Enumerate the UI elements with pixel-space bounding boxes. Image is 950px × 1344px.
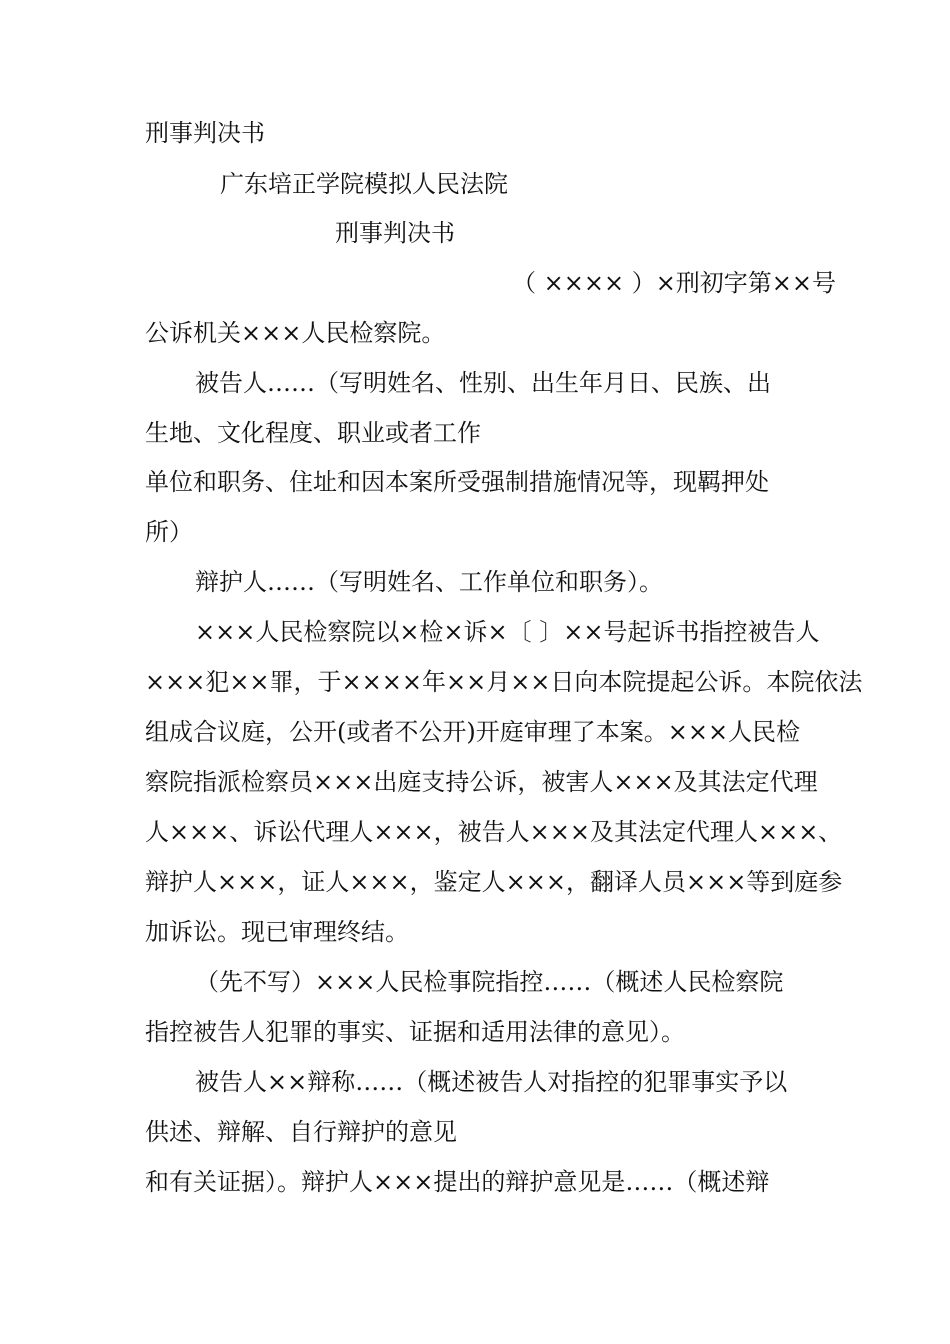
court-name: 广东培正学院模拟人民法院 [220, 170, 508, 198]
body-line: ×××犯××罪，于××××年××月××日向本院提起公诉。本院依法 [145, 668, 863, 696]
body-line: （先不写）×××人民检事院指控……（概述人民检察院 [195, 968, 784, 996]
body-line: 和有关证据）。辩护人×××提出的辩护意见是……（概述辩 [145, 1168, 770, 1196]
body-line: 所） [145, 518, 193, 546]
header-title: 刑事判决书 [145, 119, 265, 147]
body-line: 指控被告人犯罪的事实、证据和适用法律的意见）。 [145, 1018, 685, 1046]
body-line: 辩护人×××，证人×××，鉴定人×××，翻译人员×××等到庭参 [145, 868, 843, 896]
body-line: 单位和职务、住址和因本案所受强制措施情况等，现羁押处 [145, 468, 769, 496]
document-title: 刑事判决书 [335, 219, 455, 247]
body-line: 辩护人……（写明姓名、工作单位和职务）。 [195, 568, 663, 596]
body-line: 被告人××辩称……（概述被告人对指控的犯罪事实予以 [195, 1068, 788, 1096]
body-line: 察院指派检察员×××出庭支持公诉，被害人×××及其法定代理 [145, 768, 818, 796]
body-line: 人×××、诉讼代理人×××，被告人×××及其法定代理人×××、 [145, 818, 843, 846]
case-number: （ ×××× ）×刑初字第××号 [512, 269, 837, 297]
body-line: 公诉机关×××人民检察院。 [145, 319, 446, 347]
body-line: 生地、文化程度、职业或者工作 [145, 419, 481, 447]
body-line: 被告人……（写明姓名、性别、出生年月日、民族、出 [195, 369, 771, 397]
body-line: 组成合议庭，公开(或者不公开)开庭审理了本案。×××人民检 [145, 718, 801, 746]
body-line: 供述、辩解、自行辩护的意见 [145, 1118, 457, 1146]
body-line: 加诉讼。现已审理终结。 [145, 918, 409, 946]
body-line: ×××人民检察院以×检×诉×〔 〕××号起诉书指控被告人 [195, 618, 820, 646]
